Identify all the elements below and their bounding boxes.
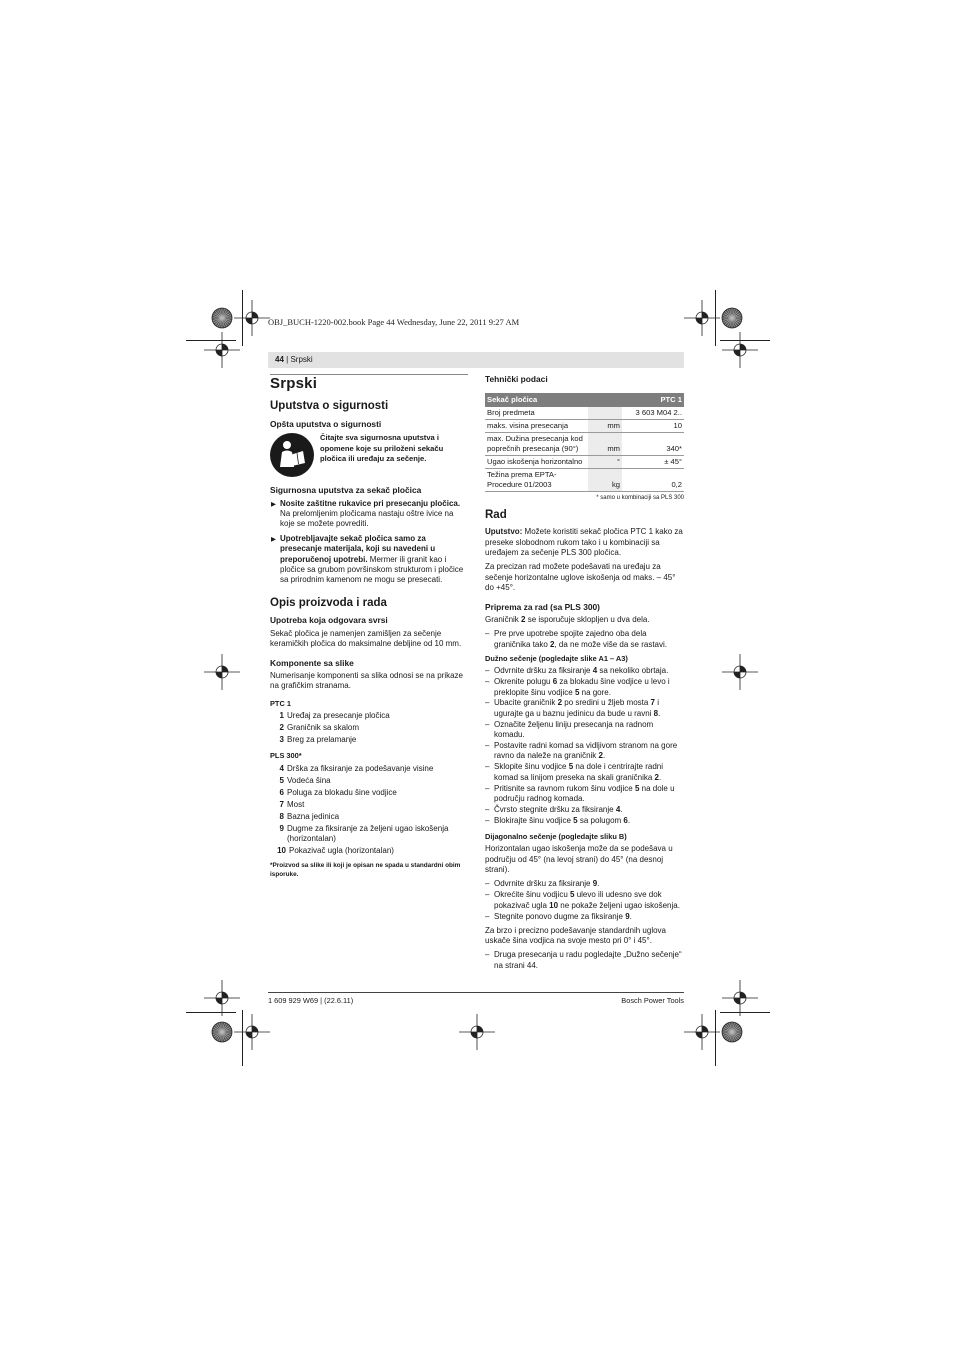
header-separator: | bbox=[283, 355, 291, 364]
list-item bbox=[485, 698, 684, 719]
precise-text: Za precizan rad možete podešavati na uređaju za sečenje horizontalne uglove iskošenja od maks. – 45° do +45°. bbox=[485, 562, 676, 593]
footer-left: 1 609 929 W69 | (22.6.11) bbox=[268, 996, 354, 1005]
table-footnote: * samo u kombinaciji sa PLS 300 bbox=[596, 495, 684, 502]
table-cell-value: ± 45° bbox=[622, 456, 684, 469]
header-language: Srpski bbox=[290, 355, 313, 364]
tip-text: Možete koristiti sekač pločica PTC 1 kako za preseke slobodnom rukom tako i u kombinaciji sa uređajem za sečenje PLS 300 pločica. bbox=[485, 527, 683, 558]
right-column bbox=[485, 374, 684, 972]
component-label: Breg za prelamanje bbox=[287, 735, 357, 745]
accessory-note: *Proizvod sa slike ili koji je opisan ne spada u standardni obim isporuke. bbox=[270, 861, 461, 878]
quick-list bbox=[485, 950, 684, 971]
dash-marker: – bbox=[485, 815, 490, 825]
list-item-text: Pre prve upotrebe spojite zajedno oba dela graničnika tako 2, da ne može više da se rastavi. bbox=[494, 629, 667, 649]
page-number: 44 bbox=[275, 355, 284, 364]
table-header-cell: Sekač pločica bbox=[485, 393, 588, 407]
tech-data-table bbox=[485, 393, 684, 492]
component-item bbox=[270, 824, 468, 845]
component-label: Graničnik sa skalom bbox=[287, 723, 360, 733]
read-manual-warning bbox=[270, 433, 468, 477]
crosshair-mark-icon bbox=[204, 332, 240, 368]
list-item bbox=[485, 890, 684, 911]
component-label: Vodeća šina bbox=[287, 775, 331, 785]
component-number: 3 bbox=[279, 735, 284, 745]
list-item-text: Okrenite polugu 6 za blokadu šine vodjice u levo i preklopite šinu vodjice 5 na gore. bbox=[494, 677, 670, 697]
prep-text-b: 2 bbox=[521, 615, 526, 625]
list-item-text: Označite željenu liniju presecanja na radnom komadu. bbox=[494, 719, 654, 740]
table-row bbox=[485, 469, 684, 492]
list-item bbox=[485, 950, 684, 971]
safety-bullet bbox=[270, 534, 468, 586]
component-number: 5 bbox=[279, 775, 284, 785]
crosshair-mark-icon bbox=[722, 980, 758, 1016]
list-item-text: Odvrnite dršku za fiksiranje 4 sa nekoliko obrtaja. bbox=[494, 666, 669, 676]
list-item bbox=[485, 816, 684, 826]
table-cell-unit: ° bbox=[588, 456, 622, 469]
dash-marker: – bbox=[485, 783, 490, 793]
trim-line bbox=[242, 290, 243, 346]
list-item bbox=[485, 784, 684, 805]
trim-line bbox=[242, 1010, 243, 1066]
quick-text: Za brzo i precizno podešavanje standardnih uglova uskače šina vodjica na svoje mesto pri 0° i 45°. bbox=[485, 925, 667, 945]
pls-components-list bbox=[270, 764, 468, 857]
diag-cut-list bbox=[485, 879, 684, 922]
component-label: Uređaj za presecanje pločica bbox=[287, 711, 390, 721]
dash-marker: – bbox=[485, 677, 490, 687]
tip-paragraph bbox=[485, 527, 684, 558]
table-cell-label: Broj predmeta bbox=[485, 407, 588, 420]
component-item bbox=[270, 788, 468, 798]
list-item bbox=[485, 677, 684, 698]
table-cell-value: 3 603 M04 2.. bbox=[622, 407, 684, 420]
component-number: 10 bbox=[277, 845, 286, 855]
safety-heading: Uputstva o sigurnosti bbox=[270, 400, 389, 413]
component-number: 6 bbox=[279, 787, 284, 797]
component-item bbox=[270, 723, 468, 733]
table-header-cell: PTC 1 bbox=[622, 393, 684, 407]
table-cell-unit: mm bbox=[588, 433, 622, 456]
read-manual-icon bbox=[270, 433, 314, 477]
crosshair-mark-icon bbox=[722, 654, 758, 690]
component-item bbox=[270, 846, 468, 856]
component-number: 1 bbox=[279, 711, 284, 721]
prep-heading: Priprema za rad (sa PLS 300) bbox=[485, 601, 600, 612]
table-row bbox=[485, 433, 684, 456]
bullet-bold: Nosite zaštitne rukavice pri presecanju pločica. bbox=[280, 498, 461, 508]
component-item bbox=[270, 711, 468, 721]
trim-line bbox=[186, 340, 236, 341]
list-item bbox=[485, 666, 684, 676]
list-item bbox=[485, 762, 684, 783]
ptc-components-list bbox=[270, 711, 468, 745]
footer-right: Bosch Power Tools bbox=[621, 996, 684, 1005]
crosshair-mark-icon bbox=[722, 332, 758, 368]
dash-marker: – bbox=[485, 950, 490, 960]
list-item-text: Druga presecanja u radu pogledajte „Dužno sečenje“ na strani 44. bbox=[494, 950, 682, 970]
rosette-mark-icon bbox=[714, 300, 750, 336]
component-item bbox=[270, 764, 468, 774]
component-label: Most bbox=[287, 799, 305, 809]
pls-label: PLS 300* bbox=[270, 751, 302, 761]
list-item-text: Stegnite ponovo dugme za fiksiranje 9. bbox=[494, 911, 632, 921]
tech-data-heading: Tehnički podaci bbox=[485, 374, 548, 384]
list-item bbox=[485, 912, 684, 922]
prep-text-a: Graničnik bbox=[485, 615, 522, 625]
dash-marker: – bbox=[485, 911, 490, 921]
component-number: 2 bbox=[279, 723, 284, 733]
dash-marker: – bbox=[485, 719, 490, 729]
page-header bbox=[268, 352, 684, 368]
product-heading: Opis proizvoda i rada bbox=[270, 596, 387, 609]
trim-line bbox=[715, 290, 716, 346]
component-number: 9 bbox=[279, 823, 284, 833]
table-cell-unit bbox=[588, 407, 622, 420]
dash-marker: – bbox=[485, 698, 490, 708]
dash-marker: – bbox=[485, 890, 490, 900]
safety-bullets bbox=[270, 499, 468, 586]
component-label: Poluga za blokadu šine vodjice bbox=[287, 787, 397, 797]
safety-bullet bbox=[270, 499, 468, 530]
bullet-text: Na prelomljenim pločicama nastaju oštre ivice na koje se možete povrediti. bbox=[280, 509, 454, 529]
list-item-text: Ubacite graničnik 2 po sredini u žljeb mosta 7 i ugurajte ga u baznu jedinicu da bude u ravni 8. bbox=[494, 698, 661, 718]
diag-cut-heading: Dijagonalno sečenje (pogledajte sliku B) bbox=[485, 831, 627, 841]
rosette-mark-icon bbox=[714, 1014, 750, 1050]
bullet-arrow-icon: ▶ bbox=[271, 535, 276, 543]
rad-heading: Rad bbox=[485, 508, 507, 521]
list-item bbox=[485, 720, 684, 741]
diag-text: Horizontalan ugao iskošenja može da se podešava u području od 45° (na levoj strani) do 45° (na desnoj strani). bbox=[485, 844, 673, 874]
list-item-text: Odvrnite dršku za fiksiranje 9. bbox=[494, 879, 600, 889]
long-cut-list bbox=[485, 666, 684, 826]
list-item bbox=[485, 629, 684, 650]
tip-label: Uputstvo: bbox=[485, 527, 523, 537]
list-item-text: Pritisnite sa ravnom rukom šinu vodjice 5 na dole u području radnog komada. bbox=[494, 783, 675, 804]
table-row bbox=[485, 420, 684, 433]
table-row bbox=[485, 456, 684, 469]
dash-marker: – bbox=[485, 629, 490, 639]
cutter-safety-heading: Sigurnosna uputstva za sekač pločica bbox=[270, 485, 422, 496]
dash-marker: – bbox=[485, 741, 490, 751]
component-item bbox=[270, 800, 468, 810]
component-item bbox=[270, 735, 468, 745]
table-cell-label: maks. visina presecanja bbox=[485, 420, 588, 433]
long-cut-heading: Dužno sečenje (pogledajte slike A1 – A3) bbox=[485, 653, 628, 663]
list-item bbox=[485, 805, 684, 815]
page-footer bbox=[268, 992, 684, 1005]
trim-line bbox=[720, 340, 770, 341]
prep-list bbox=[485, 629, 684, 650]
trim-line bbox=[715, 1010, 716, 1066]
component-label: Dugme za fiksiranje za željeni ugao iskošenja (horizontalan) bbox=[287, 823, 449, 843]
dash-marker: – bbox=[485, 879, 490, 889]
table-cell-value: 0,2 bbox=[622, 469, 684, 492]
general-safety-heading: Opšta uputstva o sigurnosti bbox=[270, 418, 382, 429]
prep-text bbox=[485, 615, 684, 625]
crosshair-mark-icon bbox=[459, 1014, 495, 1050]
component-number: 4 bbox=[279, 763, 284, 773]
component-label: Drška za fiksiranje za podešavanje visine bbox=[287, 763, 434, 773]
component-item bbox=[270, 812, 468, 822]
component-label: Pokazivač ugla (horizontalan) bbox=[289, 845, 394, 855]
component-number: 7 bbox=[279, 799, 284, 809]
component-item bbox=[270, 776, 468, 786]
dash-marker: – bbox=[485, 762, 490, 772]
left-column bbox=[270, 374, 468, 879]
crosshair-mark-icon bbox=[234, 300, 270, 336]
list-item-text: Postavite radni komad sa vidljivom stranom na gore ravno da naleže na graničnik 2. bbox=[494, 741, 678, 761]
table-cell-label: Težina prema EPTA-Procedure 01/2003 bbox=[485, 469, 588, 492]
trim-line bbox=[186, 1012, 236, 1013]
table-cell-value: 340* bbox=[622, 433, 684, 456]
table-cell-label: Ugao iskošenja horizontalno bbox=[485, 456, 588, 469]
prep-text-c: se isporučuje sklopljen u dva dela. bbox=[525, 615, 650, 625]
crosshair-mark-icon bbox=[204, 980, 240, 1016]
page-title: Srpski bbox=[270, 375, 318, 392]
ptc-label: PTC 1 bbox=[270, 698, 291, 708]
crosshair-mark-icon bbox=[204, 654, 240, 690]
list-item-text: Čvrsto stegnite dršku za fiksiranje 4. bbox=[494, 804, 623, 814]
table-cell-label: max. Dužina presecanja kod poprečnih presecanja (90°) bbox=[485, 433, 588, 456]
list-item bbox=[485, 879, 684, 889]
list-item bbox=[485, 741, 684, 762]
component-number: 8 bbox=[279, 811, 284, 821]
crosshair-mark-icon bbox=[234, 1014, 270, 1050]
bullet-text: Mermer ili granit kao i pločice sa grubom površinskom strukturom i pločice sa prirodnim kamenom ne mogu se presecati. bbox=[280, 554, 464, 585]
table-cell-unit: mm bbox=[588, 420, 622, 433]
bullet-bold: Upotrebljavajte sekač pločica samo za presecanje materijala, koji su navedeni u preporučenoj upotrebi. bbox=[280, 533, 436, 564]
table-cell-unit: kg bbox=[588, 469, 622, 492]
intended-use-heading: Upotreba koja odgovara svrsi bbox=[270, 615, 388, 626]
list-item-text: Sklopite šinu vodjice 5 na dole i centrirajte radni komad sa linijom preseka na skali graničnika 2. bbox=[494, 762, 663, 782]
components-heading: Komponente sa slike bbox=[270, 657, 354, 668]
warning-text: Čitajte sva sigurnosna uputstva i opomene koje su priloženi sekaču pločica ili uređaju za sečenje. bbox=[320, 433, 444, 464]
table-header-cell bbox=[588, 393, 622, 407]
component-label: Bazna jedinica bbox=[287, 811, 340, 821]
dash-marker: – bbox=[485, 804, 490, 814]
table-cell-value: 10 bbox=[622, 420, 684, 433]
bullet-arrow-icon: ▶ bbox=[271, 500, 276, 508]
intended-use-text: Sekač pločica je namenjen zamišljen za sečenje keramičkih pločica do maksimalne debljine od 10 mm. bbox=[270, 628, 462, 649]
table-row bbox=[485, 407, 684, 420]
table-header-row bbox=[485, 393, 684, 407]
list-item-text: Okrećite šinu vodjicu 5 ulevo ili udesno sve dok pokazivač ugla 10 ne pokaže željeni ugao iskošenja. bbox=[494, 890, 680, 910]
components-text: Numerisanje komponenti sa slika odnosi se na prikaze na grafičkim stranama. bbox=[270, 670, 463, 691]
trim-line bbox=[720, 1012, 770, 1013]
dash-marker: – bbox=[485, 666, 490, 676]
list-item-text: Blokirajte šinu vodjice 5 sa polugom 6. bbox=[494, 815, 631, 825]
file-info: OBJ_BUCH-1220-002.book Page 44 Wednesday, June 22, 2011 9:27 AM bbox=[268, 317, 520, 327]
